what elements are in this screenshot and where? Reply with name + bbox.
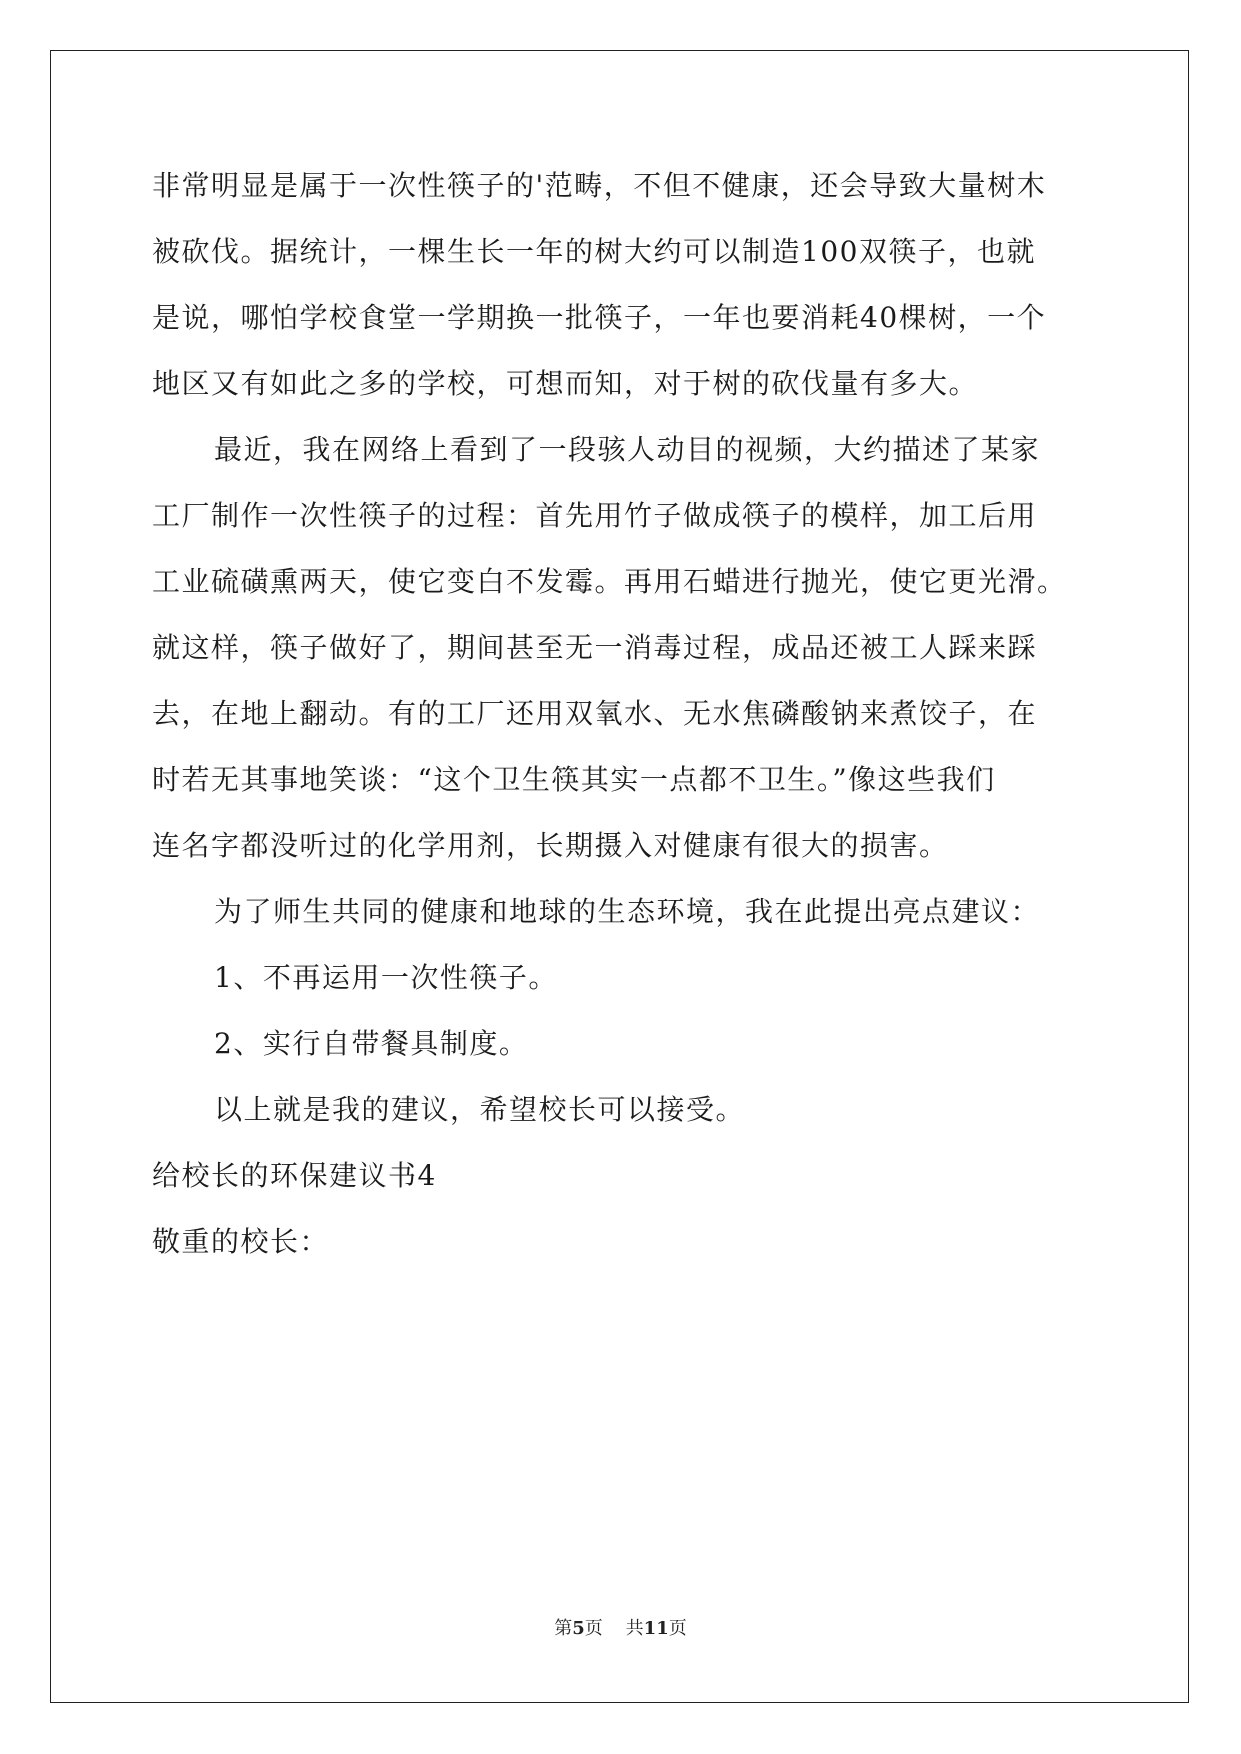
- list-item: 2、实行自带餐具制度。: [214, 1027, 529, 1060]
- text-line: 非常明显是属于一次性筷子的'范畴，不但不健康，还会导致大量树木: [152, 169, 1047, 202]
- text-line: 是说，哪怕学校食堂一学期换一批筷子，一年也要消耗40棵树，一个: [152, 301, 1047, 334]
- text-line: 连名字都没听过的化学用剂，长期摄入对健康有很大的损害。: [152, 829, 949, 862]
- page-prefix: 第: [554, 1618, 573, 1639]
- page-footer: [0, 1614, 1241, 1640]
- text-line: 工业硫磺熏两天，使它变白不发霉。再用石蜡进行抛光，使它更光滑。: [152, 565, 1067, 598]
- text-line: 为了师生共同的健康和地球的生态环境，我在此提出亮点建议：: [214, 895, 1041, 928]
- text-line: 就这样，筷子做好了，期间甚至无一消毒过程，成品还被工人踩来踩: [152, 631, 1038, 664]
- page-number: 5: [572, 1618, 585, 1639]
- total-suffix: 页: [668, 1618, 687, 1639]
- text-line: 地区又有如此之多的学校，可想而知，对于树的砍伐量有多大。: [152, 367, 979, 400]
- salutation: 敬重的校长：: [152, 1225, 330, 1258]
- text-line: 最近，我在网络上看到了一段骇人动目的视频，大约描述了某家: [214, 433, 1041, 466]
- page-suffix: 页: [584, 1618, 603, 1639]
- total-pages: 11: [643, 1618, 669, 1639]
- text-line: 时若无其事地笑谈：“这个卫生筷其实一点都不卫生。”像这些我们: [152, 763, 996, 796]
- list-item: 1、不再运用一次性筷子。: [214, 961, 558, 994]
- total-prefix: 共: [625, 1618, 644, 1639]
- text-line: 去，在地上翻动。有的工厂还用双氧水、无水焦磷酸钠来煮饺子，在: [152, 697, 1038, 730]
- section-heading: 给校长的环保建议书4: [152, 1159, 437, 1192]
- text-line: 被砍伐。据统计，一棵生长一年的树大约可以制造100双筷子，也就: [152, 235, 1036, 268]
- text-line: 工厂制作一次性筷子的过程：首先用竹子做成筷子的模样，加工后用: [152, 499, 1038, 532]
- text-line: 以上就是我的建议，希望校长可以接受。: [214, 1093, 746, 1126]
